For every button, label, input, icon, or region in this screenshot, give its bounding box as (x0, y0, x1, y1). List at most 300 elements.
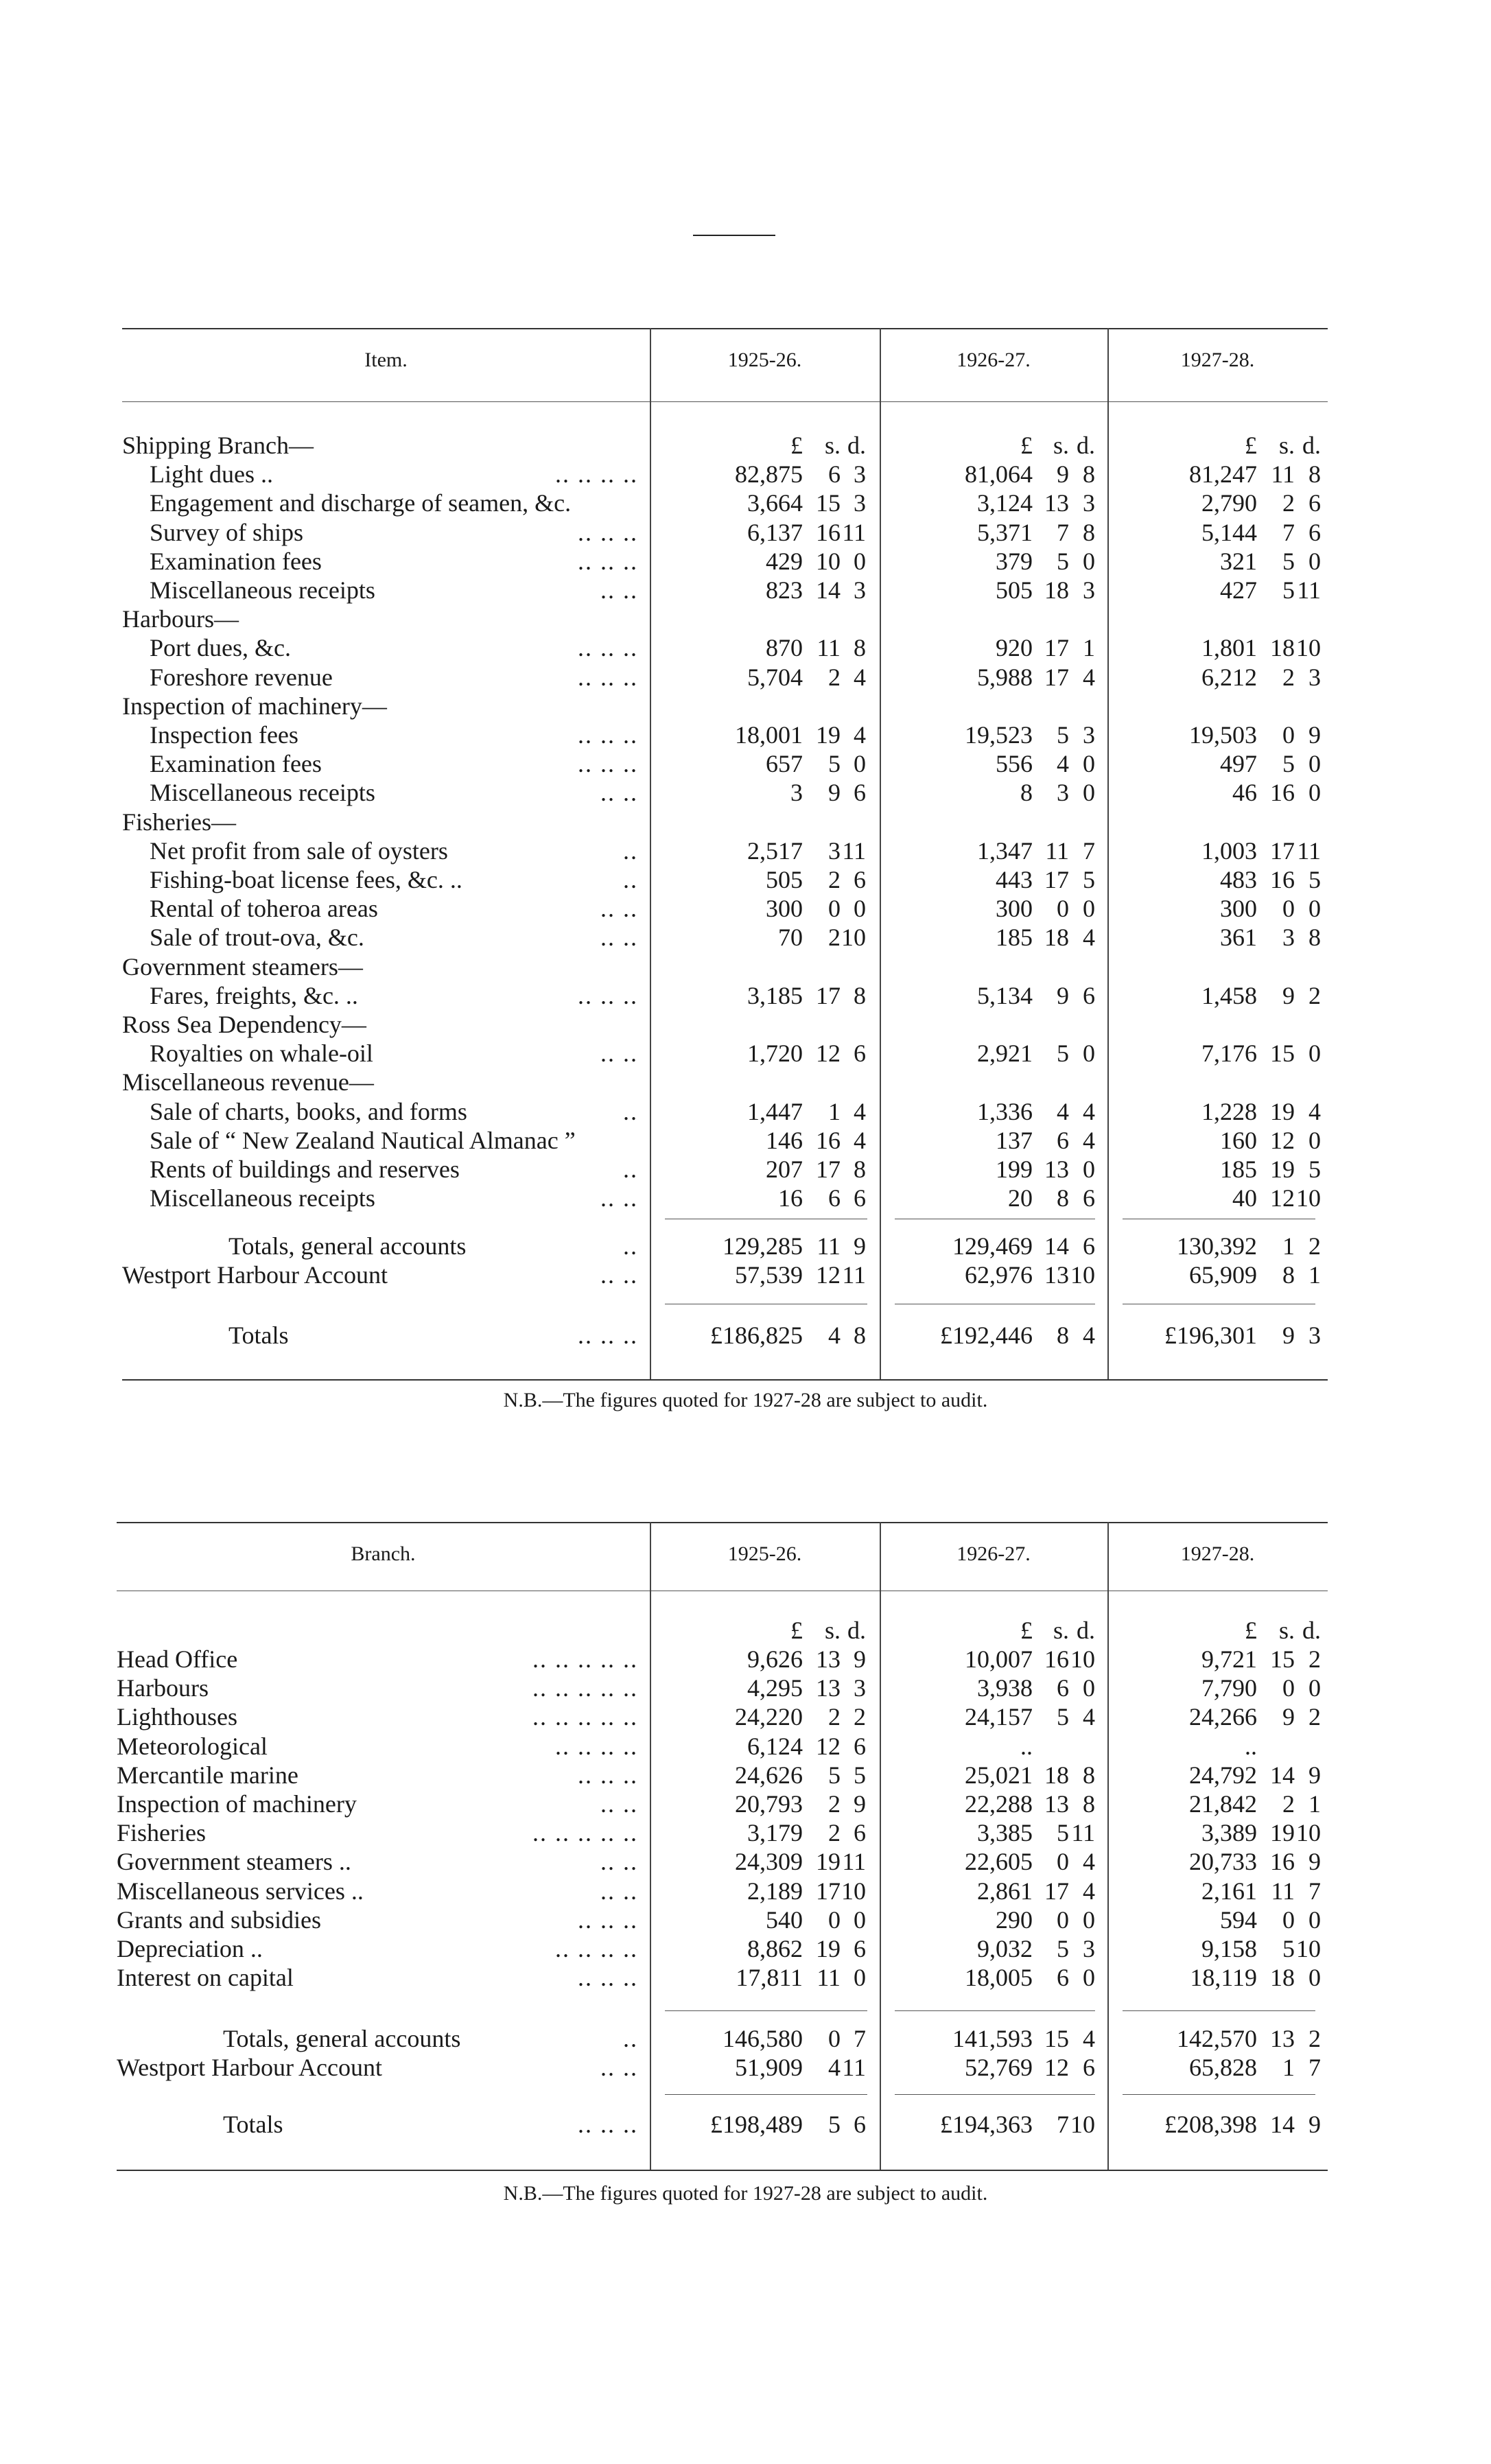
amount-pounds: 46 (1232, 779, 1257, 807)
amount-shillings: 0 (828, 1905, 841, 1934)
amount-pence: 5 (1308, 1155, 1321, 1183)
pound-symbol: £ (1020, 1617, 1033, 1644)
amount-pence: 0 (1308, 895, 1321, 923)
amount-pounds: 443 (996, 866, 1033, 893)
pound-symbol: £ (790, 1617, 803, 1644)
shilling-symbol: s. (1053, 1617, 1069, 1644)
amount-pounds: 24,626 (735, 1761, 803, 1789)
amount-pounds: 146 (766, 1126, 803, 1154)
pence-symbol: d. (847, 1617, 866, 1644)
pound-symbol: £ (790, 432, 803, 459)
table-row (0, 663, 1491, 692)
amount-shillings: 18 (1044, 576, 1069, 604)
amount-pounds: 2,161 (1201, 1877, 1257, 1905)
amount-pence: 1 (1083, 634, 1095, 662)
amount-pounds: 57,539 (735, 1261, 803, 1289)
row-label: Head Office (117, 1645, 238, 1673)
table-row (0, 1155, 1491, 1184)
row-label: Interest on capital (117, 1964, 294, 1992)
amount-pounds: 5,144 (1201, 518, 1257, 546)
table-row (0, 1877, 1491, 1905)
row-label: Examination fees (150, 750, 322, 778)
amount-pence: 3 (854, 1674, 866, 1702)
amount-shillings: 5 (1057, 1935, 1069, 1962)
amount-pounds: £198,489 (710, 2111, 803, 2138)
column-header-item: Item. (364, 349, 408, 371)
table-row (0, 1645, 1491, 1674)
table-row (0, 576, 1491, 605)
column-header-year: 1927-28. (1180, 1542, 1255, 1565)
amount-pounds: 6,212 (1201, 663, 1257, 691)
leader-dots: .. .. .. .. .. (532, 1703, 638, 1731)
row-label: Government steamers— (122, 952, 363, 981)
amount-pence: 2 (1308, 1703, 1321, 1731)
amount-pence: 2 (1308, 1232, 1321, 1260)
amount-pence: 9 (854, 1645, 866, 1673)
amount-shillings: 19 (1270, 1819, 1295, 1847)
table-top-rule (117, 1522, 1328, 1523)
amount-pence: 4 (1083, 663, 1095, 691)
row-label: Royalties on whale-oil (150, 1040, 373, 1068)
amount-pence: 0 (1083, 1040, 1095, 1068)
amount-shillings: 2 (828, 924, 841, 952)
amount-shillings: 1 (1282, 1232, 1295, 1260)
amount-pence: 1 (1308, 1790, 1321, 1818)
amount-shillings: 14 (1044, 1232, 1069, 1260)
amount-shillings: 9 (1282, 1322, 1295, 1349)
amount-pounds: 19,503 (1189, 721, 1257, 749)
amount-pence: 0 (1308, 547, 1321, 575)
amount-pence: 4 (854, 1097, 866, 1125)
amount-pence: 6 (1083, 1232, 1095, 1260)
amount-pounds: 5,988 (977, 663, 1033, 691)
amount-pounds: 9,626 (747, 1645, 803, 1673)
amount-pounds: 594 (1220, 1905, 1257, 1934)
amount-pounds: 5,704 (747, 663, 803, 691)
row-label: Government steamers .. (117, 1848, 351, 1876)
amount-pence: 3 (1308, 663, 1321, 691)
leader-dots: .. (623, 1232, 638, 1260)
amount-shillings: 2 (1282, 489, 1295, 517)
amount-pence: 7 (854, 2025, 866, 2052)
amount-pence: 0 (1308, 750, 1321, 778)
amount-pounds: 6,124 (747, 1732, 803, 1760)
amount-pounds: 8 (1020, 779, 1033, 807)
amount-shillings: 5 (1057, 547, 1069, 575)
amount-pence: 6 (854, 1819, 866, 1847)
amount-pence: 9 (1308, 1848, 1321, 1876)
amount-pounds: 24,792 (1189, 1761, 1257, 1789)
amount-pounds: 65,828 (1189, 2054, 1257, 2082)
amount-shillings: 12 (816, 1040, 841, 1068)
amount-pounds: 81,064 (965, 460, 1033, 489)
amount-pence: 4 (1083, 1848, 1095, 1876)
amount-shillings: 9 (828, 779, 841, 807)
sum-rule (895, 2094, 1095, 2095)
table-row (0, 605, 1491, 633)
table-row (0, 865, 1491, 894)
amount-pounds: 65,909 (1189, 1261, 1257, 1289)
table-row (0, 1847, 1491, 1876)
amount-pence: 1 (1308, 1261, 1321, 1289)
amount-pounds: 18,001 (735, 721, 803, 749)
sum-rule (665, 2094, 867, 2095)
leader-dots: .. .. (600, 576, 638, 604)
audit-note: N.B.—The figures quoted for 1927-28 are subject to audit. (503, 1389, 988, 1411)
amount-pounds: 21,842 (1189, 1790, 1257, 1818)
amount-shillings: 11 (817, 1964, 841, 1992)
leader-dots: .. .. .. .. (555, 1732, 638, 1760)
amount-pounds: 556 (996, 750, 1033, 778)
amount-pounds: 3,179 (747, 1819, 803, 1847)
amount-pence: 10 (841, 924, 866, 952)
amount-shillings: 17 (1270, 836, 1295, 865)
amount-pence: 0 (1083, 1674, 1095, 1702)
amount-pounds: 24,266 (1189, 1703, 1257, 1731)
table-row (0, 1818, 1491, 1847)
amount-shillings: 5 (828, 750, 841, 778)
amount-shillings: 9 (1282, 981, 1295, 1009)
amount-pence: 0 (1308, 1126, 1321, 1154)
amount-pounds: 70 (778, 924, 803, 952)
amount-pence: 0 (1308, 779, 1321, 807)
row-label: Sale of charts, books, and forms (150, 1097, 467, 1125)
row-label: Shipping Branch— (122, 432, 314, 459)
amount-shillings: 8 (1282, 1261, 1295, 1289)
amount-shillings: 13 (1044, 1155, 1069, 1183)
amount-shillings: 17 (816, 1155, 841, 1183)
amount-pence: 3 (1083, 576, 1095, 604)
table-row (0, 981, 1491, 1010)
leader-dots: .. .. .. (578, 547, 638, 575)
amount-pence: 10 (841, 1877, 866, 1905)
row-label: Foreshore revenue (150, 663, 333, 691)
pound-symbol: £ (1020, 432, 1033, 459)
amount-shillings: 3 (1282, 924, 1295, 952)
amount-shillings: 6 (1057, 1126, 1069, 1154)
leader-dots: .. .. .. (578, 634, 638, 662)
amount-shillings: 19 (816, 721, 841, 749)
row-label: Engagement and discharge of seamen, &c. (150, 489, 572, 517)
amount-shillings: 18 (1044, 1761, 1069, 1789)
amount-shillings: 6 (828, 1184, 841, 1212)
amount-shillings: 8 (1057, 1322, 1069, 1349)
amount-shillings: 4 (1057, 1097, 1069, 1125)
leader-dots: .. .. (600, 924, 638, 952)
table-row (0, 1702, 1491, 1731)
amount-pounds: 130,392 (1177, 1232, 1257, 1260)
amount-shillings: 7 (1282, 518, 1295, 546)
amount-pounds: 62,976 (965, 1261, 1033, 1289)
row-label: Lighthouses (117, 1703, 237, 1731)
amount-pence: 0 (1083, 547, 1095, 575)
amount-shillings: 5 (1282, 750, 1295, 778)
column-header-branch: Branch. (351, 1542, 416, 1565)
leader-dots: .. .. (600, 779, 638, 807)
amount-pounds: 160 (1220, 1126, 1257, 1154)
row-label: Westport Harbour Account (122, 1261, 388, 1289)
leader-dots: .. (623, 1097, 638, 1125)
amount-shillings: 18 (1270, 634, 1295, 662)
amount-pounds: 51,909 (735, 2054, 803, 2082)
amount-pounds: 24,309 (735, 1848, 803, 1876)
amount-pounds: 1,347 (977, 836, 1033, 865)
table-row (0, 1184, 1491, 1212)
amount-shillings: 5 (1057, 721, 1069, 749)
amount-pounds: £196,301 (1164, 1322, 1257, 1349)
leader-dots: .. .. .. .. .. (532, 1819, 638, 1847)
amount-pounds: 505 (996, 576, 1033, 604)
leader-dots: .. .. .. (578, 518, 638, 546)
amount-pence: 0 (1083, 779, 1095, 807)
amount-pence: 10 (1070, 1645, 1095, 1673)
amount-pounds: 17,811 (736, 1964, 803, 1992)
amount-pence: 8 (854, 1322, 866, 1349)
amount-pounds: 870 (766, 634, 803, 662)
amount-shillings: 3 (1057, 779, 1069, 807)
row-label: Inspection of machinery— (122, 692, 387, 720)
totals-general-row (0, 1232, 1491, 1260)
amount-pence: 9 (1308, 2111, 1321, 2138)
shilling-symbol: s. (824, 432, 841, 459)
leader-dots: .. (623, 836, 638, 865)
amount-shillings: 17 (1044, 1877, 1069, 1905)
amount-shillings: 0 (1282, 1905, 1295, 1934)
amount-shillings: 13 (1044, 1790, 1069, 1818)
amount-pounds: 24,220 (735, 1703, 803, 1731)
table-row (0, 1039, 1491, 1068)
row-label: Harbours (117, 1674, 209, 1702)
amount-pence: 4 (1083, 924, 1095, 952)
amount-pence: 7 (1308, 2054, 1321, 2082)
amount-shillings: 17 (1044, 634, 1069, 662)
amount-pounds: 185 (1220, 1155, 1257, 1183)
sum-rule (665, 2010, 867, 2011)
amount-pounds: 22,288 (965, 1790, 1033, 1818)
amount-pence: 0 (854, 895, 866, 923)
amount-pence: 6 (1083, 2054, 1095, 2082)
pence-symbol: d. (1302, 1617, 1321, 1644)
amount-shillings: 0 (828, 895, 841, 923)
amount-shillings: 15 (1270, 1040, 1295, 1068)
amount-shillings: 9 (1057, 460, 1069, 489)
amount-shillings: 13 (816, 1674, 841, 1702)
amount-pence: 11 (1297, 576, 1321, 604)
amount-pounds: 920 (996, 634, 1033, 662)
amount-shillings: 11 (1271, 1877, 1295, 1905)
amount-shillings: 9 (1282, 1703, 1295, 1731)
table-row (0, 749, 1491, 778)
row-label: Light dues .. (150, 460, 273, 489)
amount-pounds: 20,793 (735, 1790, 803, 1818)
amount-shillings: 11 (817, 634, 841, 662)
amount-pounds: 146,580 (723, 2025, 803, 2052)
amount-pounds: 40 (1232, 1184, 1257, 1212)
amount-shillings: 5 (1282, 576, 1295, 604)
amount-shillings: 12 (816, 1261, 841, 1289)
amount-shillings: 19 (1270, 1155, 1295, 1183)
amount-pence: 2 (1308, 981, 1321, 1009)
table-row (0, 1963, 1491, 1992)
amount-pounds: 1,801 (1201, 634, 1257, 662)
amount-pence: 10 (1296, 634, 1321, 662)
amount-shillings: 11 (817, 1232, 841, 1260)
amount-pounds: 81,247 (1189, 460, 1257, 489)
grand-totals-row (0, 1321, 1491, 1350)
amount-pence: 3 (854, 489, 866, 517)
amount-pounds: 2,921 (977, 1040, 1033, 1068)
amount-pounds: 137 (996, 1126, 1033, 1154)
amount-pence: 6 (854, 1732, 866, 1760)
sum-rule (1123, 2010, 1315, 2011)
row-label: Fisheries (117, 1819, 206, 1847)
amount-pence: 3 (854, 460, 866, 489)
amount-pounds: .. (1020, 1732, 1033, 1760)
pence-symbol: d. (1302, 432, 1321, 459)
amount-pounds: 823 (766, 576, 803, 604)
amount-pounds: 9,032 (977, 1935, 1033, 1962)
amount-pence: 6 (1308, 489, 1321, 517)
leader-dots: .. .. .. .. .. (532, 1674, 638, 1702)
amount-shillings: 7 (1057, 518, 1069, 546)
amount-shillings: 12 (1270, 1184, 1295, 1212)
amount-pence: 0 (1083, 750, 1095, 778)
leader-dots: .. (623, 1155, 638, 1183)
amount-pence: 4 (1083, 2025, 1095, 2052)
audit-note: N.B.—The figures quoted for 1927-28 are subject to audit. (503, 2182, 988, 2205)
amount-shillings: 16 (816, 518, 841, 546)
amount-shillings: 11 (1271, 460, 1295, 489)
sum-rule (895, 2010, 1095, 2011)
amount-pounds: 3,385 (977, 1819, 1033, 1847)
amount-pence: 8 (854, 1155, 866, 1183)
westport-row (0, 1260, 1491, 1289)
amount-shillings: 4 (828, 2054, 841, 2082)
amount-shillings: 16 (1044, 1645, 1069, 1673)
amount-pence: 0 (1083, 1905, 1095, 1934)
row-label: Depreciation .. (117, 1935, 263, 1962)
amount-shillings: 2 (1282, 1790, 1295, 1818)
amount-pence: 5 (854, 1761, 866, 1789)
leader-dots: .. .. (600, 1261, 638, 1289)
amount-pence: 4 (1083, 1877, 1095, 1905)
leader-dots: .. .. (600, 1877, 638, 1905)
leader-dots: .. .. .. .. .. (532, 1645, 638, 1673)
amount-pence: 0 (1083, 1964, 1095, 1992)
amount-pence: 11 (842, 836, 866, 865)
amount-pounds: 2,189 (747, 1877, 803, 1905)
amount-pence: 8 (854, 634, 866, 662)
table-row (0, 489, 1491, 517)
amount-shillings: 2 (828, 866, 841, 893)
amount-shillings: 16 (1270, 779, 1295, 807)
amount-pence: 5 (1308, 866, 1321, 893)
row-label: Totals (228, 1322, 289, 1349)
amount-shillings: 2 (828, 1790, 841, 1818)
amount-pence: 10 (1296, 1184, 1321, 1212)
amount-shillings: 12 (1044, 2054, 1069, 2082)
table-row (0, 894, 1491, 923)
amount-shillings: 17 (816, 1877, 841, 1905)
pound-symbol: £ (1245, 1617, 1257, 1644)
leader-dots: .. .. (600, 1790, 638, 1818)
amount-pounds: 1,003 (1201, 836, 1257, 865)
table-row (0, 1674, 1491, 1702)
amount-pounds: 1,336 (977, 1097, 1033, 1125)
table-top-rule (122, 328, 1328, 329)
amount-shillings: 5 (1057, 1703, 1069, 1731)
shilling-symbol: s. (1278, 432, 1295, 459)
leader-dots: .. (623, 866, 638, 893)
amount-pounds: 1,447 (747, 1097, 803, 1125)
row-label: Fishing-boat license fees, &c. .. (150, 866, 462, 893)
amount-pence: 11 (842, 518, 866, 546)
amount-pence: 0 (854, 1905, 866, 1934)
amount-pence: 4 (1308, 1097, 1321, 1125)
amount-shillings: 13 (1044, 1261, 1069, 1289)
pound-symbol: £ (1245, 432, 1257, 459)
shilling-symbol: s. (1053, 432, 1069, 459)
amount-pounds: 300 (766, 895, 803, 923)
amount-pence: 8 (1083, 460, 1095, 489)
table-row (0, 778, 1491, 807)
amount-pounds: 657 (766, 750, 803, 778)
amount-shillings: 8 (1057, 1184, 1069, 1212)
amount-shillings: 14 (1270, 2111, 1295, 2138)
row-label: Port dues, &c. (150, 634, 291, 662)
row-label: Rental of toheroa areas (150, 895, 378, 923)
table-row (0, 923, 1491, 952)
table-row (0, 1068, 1491, 1096)
row-label: Net profit from sale of oysters (150, 836, 448, 865)
amount-pence: 6 (854, 1935, 866, 1962)
table-row (0, 1790, 1491, 1818)
table-row (0, 460, 1491, 489)
amount-pounds: 142,570 (1177, 2025, 1257, 2052)
amount-shillings: 2 (828, 1703, 841, 1731)
amount-shillings: 12 (1270, 1126, 1295, 1154)
amount-shillings: 15 (816, 489, 841, 517)
leader-dots: .. .. (600, 895, 638, 923)
amount-shillings: 18 (1270, 1964, 1295, 1992)
amount-pounds: 4,295 (747, 1674, 803, 1702)
amount-pence: 7 (1308, 1877, 1321, 1905)
amount-shillings: 5 (1057, 1040, 1069, 1068)
amount-pence: 0 (1308, 1905, 1321, 1934)
amount-pounds: 540 (766, 1905, 803, 1934)
amount-pounds: 3 (790, 779, 803, 807)
row-label: Miscellaneous revenue— (122, 1068, 374, 1096)
shilling-symbol: s. (824, 1617, 841, 1644)
amount-shillings: 1 (828, 1097, 841, 1125)
amount-pence: 11 (842, 1848, 866, 1876)
amount-pence: 11 (1071, 1819, 1095, 1847)
amount-pounds: 141,593 (952, 2025, 1033, 2052)
row-label: Miscellaneous receipts (150, 1184, 375, 1212)
amount-pence: 8 (1083, 518, 1095, 546)
amount-pounds: £208,398 (1164, 2111, 1257, 2138)
amount-shillings: 17 (1044, 866, 1069, 893)
amount-pounds: 483 (1220, 866, 1257, 893)
amount-shillings: 14 (816, 576, 841, 604)
amount-shillings: 12 (816, 1732, 841, 1760)
amount-shillings: 17 (1044, 663, 1069, 691)
row-label: Fares, freights, &c. .. (150, 981, 358, 1009)
amount-pounds: 1,228 (1201, 1097, 1257, 1125)
amount-pence: 0 (854, 750, 866, 778)
amount-pounds: 3,389 (1201, 1819, 1257, 1847)
amount-pence: 9 (854, 1232, 866, 1260)
